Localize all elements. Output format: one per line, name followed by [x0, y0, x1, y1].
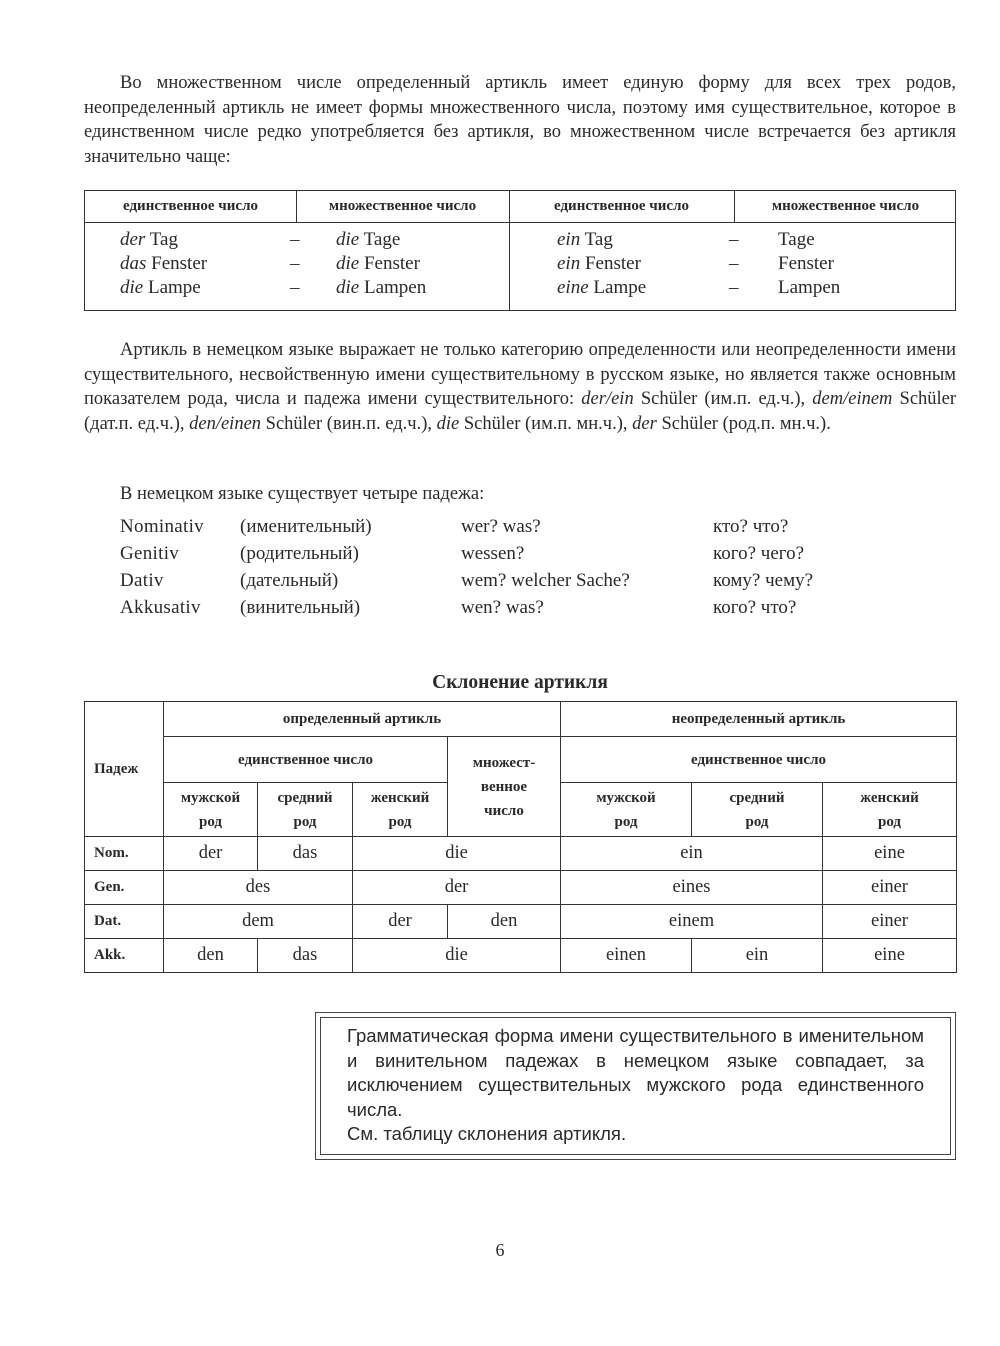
- table-row-dat: [85, 905, 957, 939]
- indef-plural-2: Fenster: [778, 253, 834, 274]
- dat-indef-fem: einer: [823, 905, 957, 939]
- case-russian-question: кому? чему?: [713, 570, 814, 591]
- paragraph-article-function: Артикль в немецком языке выражает не только категорию определенности или неопределенности имени существительного, несвойственную имени существительному в русском языке, но является также основным показателем рода, числа и падежа имени существительного: der/ein Schüler (им.п. ед.ч.), dem/einem Schüler (дат.п. ед.ч.), den/einen Schüler (вин.п. ед.ч.), die Schüler (им.п. мн.ч.), der Schüler (род.п. мн.ч.).: [84, 340, 957, 434]
- table-row-nom: [85, 837, 957, 871]
- gen-indef-masc-neut: eines: [561, 871, 823, 905]
- def-singular-1: der Tag: [120, 229, 178, 250]
- nom-indef-fem: eine: [823, 837, 957, 871]
- header-indef-plural: множественное число: [771, 198, 920, 214]
- indef-singular-3: eine Lampe: [557, 277, 647, 298]
- header-def-singular: единственное число: [123, 198, 258, 214]
- nom-indef-masc-neut: ein: [561, 837, 823, 871]
- dat-indef-masc-neut: einem: [561, 905, 823, 939]
- case-german-question: wer? was?: [461, 516, 541, 537]
- page-number: 6: [495, 1240, 505, 1260]
- case-column-header: Падеж: [85, 702, 164, 837]
- indef-dash-3: –: [729, 277, 739, 298]
- case-russian-question: кого? что?: [713, 597, 797, 618]
- nom-def-fem-plural: die: [353, 837, 561, 871]
- def-singular-3: die Lampe: [120, 277, 201, 298]
- definite-article-header: определенный артикль: [164, 702, 561, 737]
- indef-dash-2: –: [729, 253, 739, 274]
- case-row-genitiv: [120, 543, 860, 570]
- indefinite-singular-header: единственное число: [561, 737, 957, 783]
- case-german-question: wen? was?: [461, 597, 544, 618]
- akk-indef-fem: eine: [823, 939, 957, 973]
- indefinite-article-header: неопределенный артикль: [561, 702, 957, 737]
- grammar-note-reference: См. таблицу склонения артикля.: [347, 1123, 627, 1144]
- case-russian: (дательный): [240, 570, 339, 591]
- case-row-akkusativ: [120, 597, 860, 624]
- table-row-gen: [85, 871, 957, 905]
- grammar-note-inner: [320, 1017, 951, 1155]
- number-table: [84, 190, 956, 311]
- def-plural-2: die Fenster: [336, 253, 420, 274]
- case-name: Akkusativ: [120, 597, 201, 618]
- definite-masculine-header: мужской род: [164, 783, 258, 837]
- case-russian-question: кого? чего?: [713, 543, 805, 564]
- header-indef-singular: единственное число: [554, 198, 689, 214]
- case-german-question: wessen?: [461, 543, 525, 564]
- grammar-note-box: [315, 1012, 956, 1160]
- paragraph-four-cases: В немецком языке существует четыре падежа:: [120, 484, 485, 504]
- def-dash-1: –: [290, 229, 300, 250]
- case-russian: (винительный): [240, 597, 361, 618]
- definite-plural-header: множест-венное число: [448, 737, 561, 837]
- indef-plural-3: Lampen: [778, 277, 841, 298]
- gen-def-fem-plural: der: [353, 871, 561, 905]
- dat-def-plural: den: [448, 905, 561, 939]
- case-name: Nominativ: [120, 516, 204, 537]
- def-dash-2: –: [290, 253, 300, 274]
- indef-dash-1: –: [729, 229, 739, 250]
- akk-indef-neut: ein: [692, 939, 823, 973]
- indef-singular-1: ein Tag: [557, 229, 613, 250]
- case-row-nominativ: [120, 516, 860, 543]
- number-table-header-divider: [85, 222, 955, 223]
- akk-def-neut: das: [258, 939, 353, 973]
- declension-table-title: Склонение артикля: [432, 672, 608, 693]
- paragraph-plural-article: Во множественном числе определенный артикль имеет единую форму для всех трех родов, неопределенный артикль не имеет формы множественного числа, поэтому имя существительное, которое в единственном числе редко употребляется без артикля, во множественном числе встречается без артикля значительно чаще:: [84, 73, 956, 167]
- def-plural-1: die Tage: [336, 229, 401, 250]
- nom-def-neut: das: [258, 837, 353, 871]
- case-russian: (родительный): [240, 543, 359, 564]
- definite-singular-header: единственное число: [164, 737, 448, 783]
- grammar-note-text: Грамматическая форма имени существительного в именительном и винительном падежах в немецком языке совпадает, за исключением существительных мужского рода единственного числа.: [347, 1025, 924, 1120]
- case-label-akk: Akk.: [85, 939, 164, 973]
- def-dash-3: –: [290, 277, 300, 298]
- header-def-plural: множественное число: [328, 198, 477, 214]
- indef-singular-2: ein Fenster: [557, 253, 641, 274]
- case-russian: (именительный): [240, 516, 372, 537]
- case-label-dat: Dat.: [85, 905, 164, 939]
- def-plural-3: die Lampen: [336, 277, 427, 298]
- indefinite-feminine-header: женский род: [823, 783, 957, 837]
- definite-feminine-header: женский род: [353, 783, 448, 837]
- definite-neuter-header: средний род: [258, 783, 353, 837]
- indefinite-masculine-header: мужской род: [561, 783, 692, 837]
- akk-indef-masc: einen: [561, 939, 692, 973]
- dat-def-fem: der: [353, 905, 448, 939]
- indefinite-neuter-header: средний род: [692, 783, 823, 837]
- def-singular-2: das Fenster: [120, 253, 208, 274]
- akk-def-fem-plural: die: [353, 939, 561, 973]
- case-label-gen: Gen.: [85, 871, 164, 905]
- cases-list: [120, 516, 860, 624]
- case-label-nom: Nom.: [85, 837, 164, 871]
- akk-def-masc: den: [164, 939, 258, 973]
- declension-table: [84, 701, 957, 973]
- gen-indef-fem: einer: [823, 871, 957, 905]
- case-name: Dativ: [120, 570, 164, 591]
- dat-def-masc-neut: dem: [164, 905, 353, 939]
- nom-def-masc: der: [164, 837, 258, 871]
- case-german-question: wem? welcher Sache?: [461, 570, 630, 591]
- indef-plural-1: Tage: [778, 229, 815, 250]
- case-row-dativ: [120, 570, 860, 597]
- table-row-akk: [85, 939, 957, 973]
- case-name: Genitiv: [120, 543, 180, 564]
- gen-def-masc-neut: des: [164, 871, 353, 905]
- case-russian-question: кто? что?: [713, 516, 789, 537]
